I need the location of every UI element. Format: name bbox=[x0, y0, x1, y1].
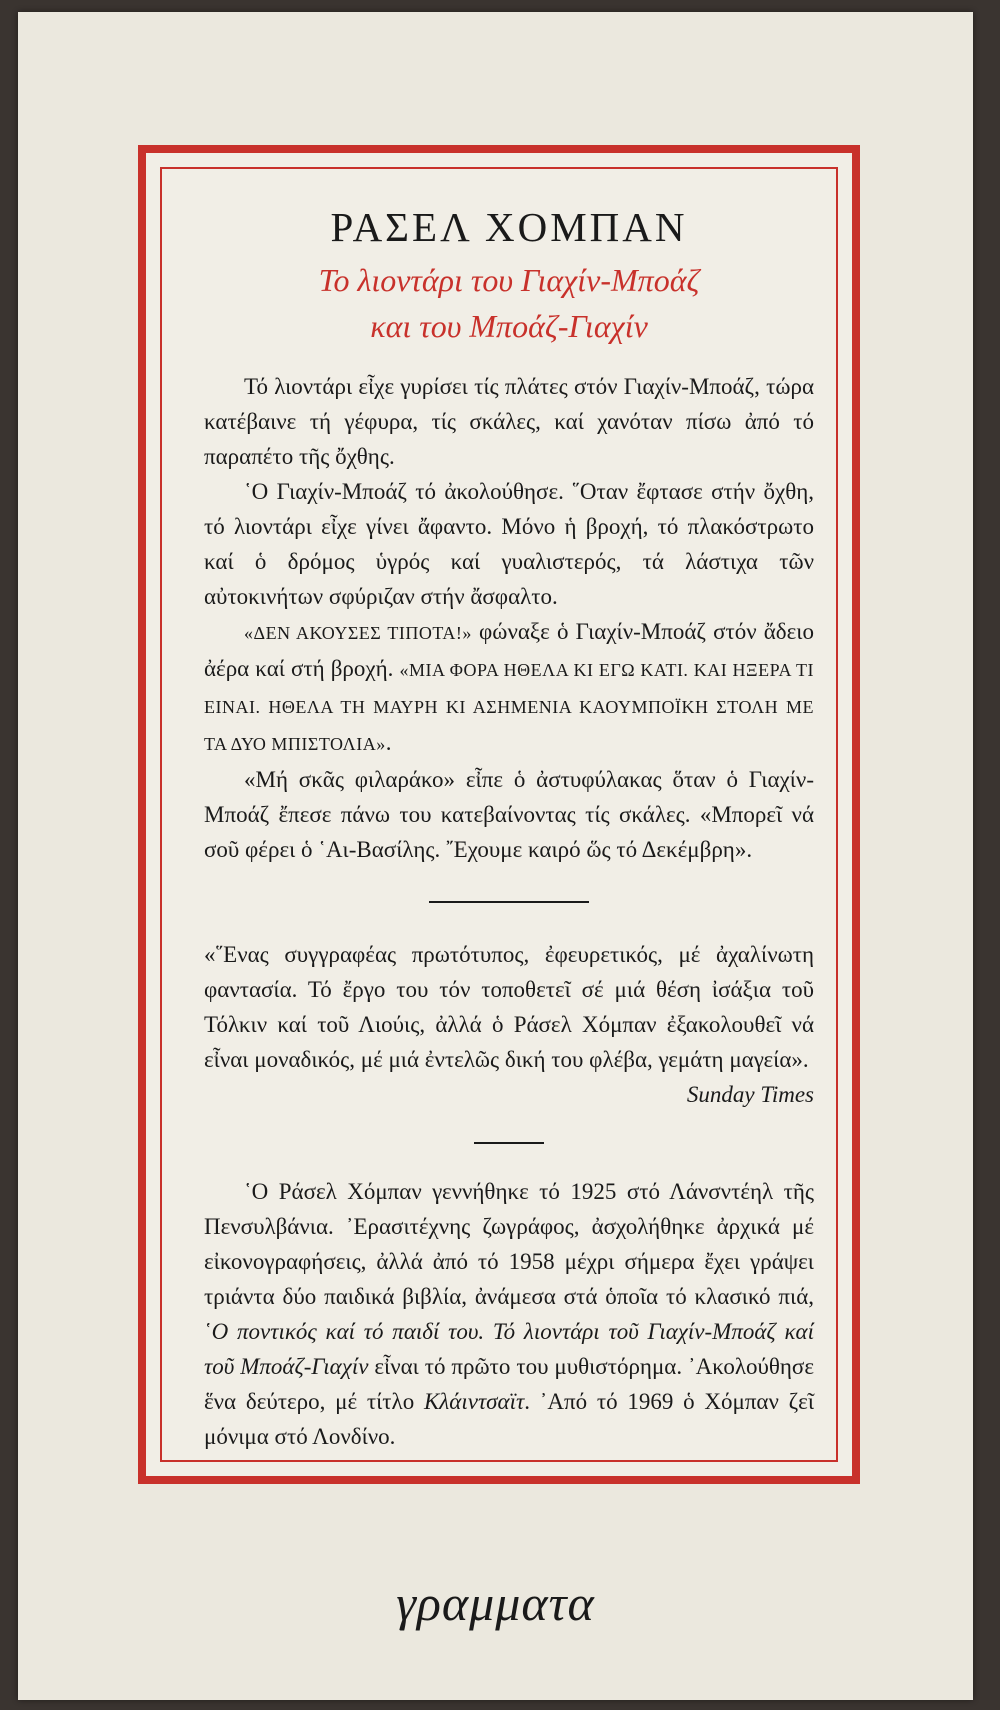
excerpt-paragraph-3-end: . bbox=[385, 730, 392, 755]
separator-rule-short bbox=[474, 1142, 544, 1144]
bio-text-2: εἶναι τό πρῶτο του μυθιστόρημα. ᾿Ακολούθησε ἕνα δεύτερο, μέ τίτλο bbox=[204, 1354, 814, 1414]
review-quote: «῞Ενας συγγραφέας πρωτότυπος, ἐφευρετικός, μέ ἀχαλίνωτη φαντασία. Τό ἔργο του τόν τοποθετεῖ σέ μιά θέση ἰσάξια τοῦ Τόλκιν καί τοῦ Λιούις, ἀλλά ὁ Ράσελ Χόμπαν ἐξακολουθεῖ νά εἶναι μοναδικός, μέ μιά ἐντελῶς δική του φλέβα, γεμάτη μαγεία». bbox=[204, 942, 814, 1072]
publisher-logo: γραμματα bbox=[396, 1575, 595, 1631]
review bbox=[204, 937, 814, 1112]
cover-text bbox=[204, 203, 814, 1454]
title-line-1: Το λιοντάρι του Γιαχίν-Μποάζ bbox=[318, 262, 700, 298]
bio-italic-title-2: Κλάιντσαϊτ bbox=[423, 1389, 525, 1414]
excerpt-paragraph-4: «Μή σκᾶς φιλαράκο» εἶπε ὁ ἀστυφύλακας ὅταν ὁ Γιαχίν-Μποάζ ἔπεσε πάνω του κατεβαίνοντας τίς σκάλες. «Μπορεῖ νά σοῦ φέρει ὁ ῾Αι-Βασίλης. ῎Εχουμε καιρό ὥς τό Δεκέμβρη». bbox=[204, 767, 814, 862]
separator-rule bbox=[429, 901, 589, 903]
shout-text-1: «ΔΕΝ ΑΚΟΥΣΕΣ ΤΙΠΟΤΑ!» bbox=[244, 623, 472, 643]
excerpt-paragraph-2: ῾Ο Γιαχίν-Μποάζ τό ἀκολούθησε. ῞Οταν ἔφτασε στήν ὄχθη, τό λιοντάρι εἶχε γίνει ἄφαντο. Μόνο ἡ βροχή, τό πλακόστρωτο καί ὁ δρόμος ὑγρός καί γυαλιστερός, τά λάστιχα τῶν αὐτοκινήτων σφύριζαν στήν ἄσφαλτο. bbox=[204, 479, 814, 609]
bio-text-3: . ᾿Από τό 1969 ὁ Χόμπαν ζεῖ μόνιμα στό Λονδίνο. bbox=[204, 1389, 815, 1449]
bio-text-1: ῾Ο Ράσελ Χόμπαν γεννήθηκε τό 1925 στό Λάνσντέηλ τῆς Πενσυλβάνια. ᾿Ερασιτέχνης ζωγράφος, ἀσχολήθηκε ἀρχικά μέ εἰκονογραφήσεις, ἀλλά ἀπό τό 1958 μέχρι σήμερα ἔχει γράψει τριάντα δύο παιδικά βιβλία, ἀνάμεσα στά ὁποῖα τό κλασικό πιά, bbox=[204, 1179, 814, 1309]
author-name: ΡΑΣΕΛ ΧΟΜΠΑΝ bbox=[330, 204, 688, 250]
red-frame bbox=[138, 145, 860, 1484]
shout-text-2: «ΜΙΑ ΦΟΡΑ ΗΘΕΛΑ ΚΙ ΕΓΩ ΚΑΤΙ. ΚΑΙ ΗΞΕΡΑ ΤΙ ΕΙΝΑΙ. ΗΘΕΛΑ ΤΗ ΜΑΥΡΗ ΚΙ ΑΣΗΜΕΝΙΑ ΚΑΟΥΜΠΟΪΚΗ ΣΤΟΛΗ ΜΕ ΤΑ ΔΥΟ ΜΠΙΣΤΟΛΙΑ» bbox=[204, 660, 814, 754]
excerpt-paragraph-3 bbox=[204, 614, 814, 762]
review-source: Sunday Times bbox=[686, 1082, 814, 1107]
author-bio bbox=[204, 1174, 814, 1454]
excerpt-paragraph-1: Τό λιοντάρι εἶχε γυρίσει τίς πλάτες στόν Γιαχίν-Μποάζ, τώρα κατέβαινε τή γέφυρα, τίς σκάλες, καί χανόταν πίσω ἀπό τό παραπέτο τῆς ὄχθης. bbox=[204, 374, 814, 469]
book-back-cover bbox=[18, 12, 973, 1700]
title-line-2: και του Μποάζ-Γιαχίν bbox=[370, 308, 648, 344]
excerpt bbox=[204, 369, 814, 867]
book-title bbox=[204, 257, 814, 349]
excerpt-paragraph-3-text: φώναξε ὁ Γιαχίν-Μποάζ στόν ἄδειο ἀέρα καί στή βροχή. bbox=[204, 619, 814, 681]
bio-italic-titles: ῾Ο ποντικός καί τό παιδί του. Τό λιοντάρι τοῦ Γιαχίν-Μποάζ καί τοῦ Μποάζ-Γιαχίν bbox=[204, 1319, 814, 1379]
